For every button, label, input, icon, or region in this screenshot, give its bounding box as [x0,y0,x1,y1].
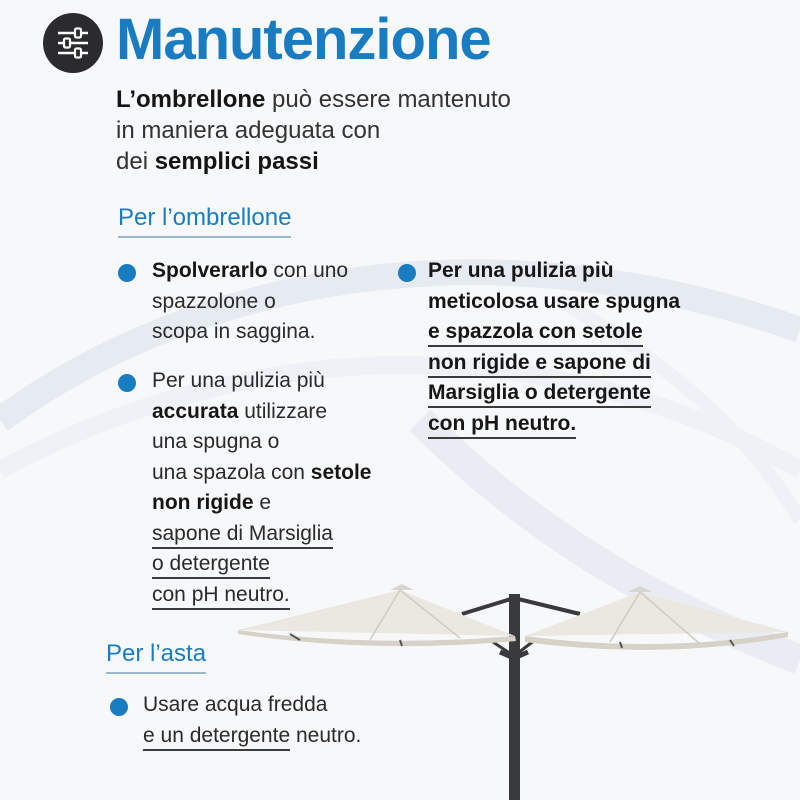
item-bold-text: non rigide [152,491,254,514]
item-text: spazzolone o [152,289,276,313]
item-bold-text: accurata [152,399,239,423]
underlined-text: e spazzola con setole [428,319,643,347]
section-heading-asta: Per l’asta [106,640,206,674]
intro-text [116,84,576,177]
item-text: neutro. [290,723,362,747]
underlined-text: Marsiglia o detergente [428,380,651,408]
item-text: e [253,491,272,514]
item-text: Per una pulizia più [152,369,325,392]
underlined-text: con pH neutro. [428,411,576,439]
bullet-dot [398,264,416,282]
page-title: Manutenzione [116,7,491,72]
intro-line-1: può essere mantenuto [265,86,511,113]
item-text: utilizzare [238,399,328,423]
underlined-text: sapone di Marsiglia [152,521,333,549]
underlined-text: o detergente [152,551,270,579]
intro-bold-passi: semplici passi [154,148,319,175]
bullet-dot [118,264,136,282]
intro-line-2: in maniera adeguata con [116,117,381,144]
list-item-spolverare [152,256,348,348]
list-item-acqua-fredda [143,690,361,751]
underlined-text: e un detergente [143,723,290,751]
bullet-dot [110,698,128,716]
item-text: scopa in saggina. [152,320,316,343]
item-bold-text: Per una pulizia più [428,259,614,282]
list-item-pulizia-meticolosa [428,256,680,439]
list-item-pulizia-accurata [152,366,372,610]
intro-line-3: dei [116,148,155,175]
underlined-text: con pH neutro. [152,582,290,610]
item-bold-text: setole [310,460,372,484]
sliders-icon [43,13,103,73]
intro-bold-ombrellone: L’ombrellone [116,86,266,113]
item-text: una spugna o [152,430,280,453]
item-text: Usare acqua fredda [143,693,328,716]
item-bold-text: meticolosa usare spugna [428,289,681,313]
underlined-text: non rigide e sapone di [428,350,651,378]
item-bold-text: Spolverarlo [152,259,268,282]
bullet-dot [118,374,136,392]
section-heading-ombrellone: Per l’ombrellone [118,204,291,238]
item-text: una spazola con [152,460,311,484]
item-text: con uno [267,259,349,282]
